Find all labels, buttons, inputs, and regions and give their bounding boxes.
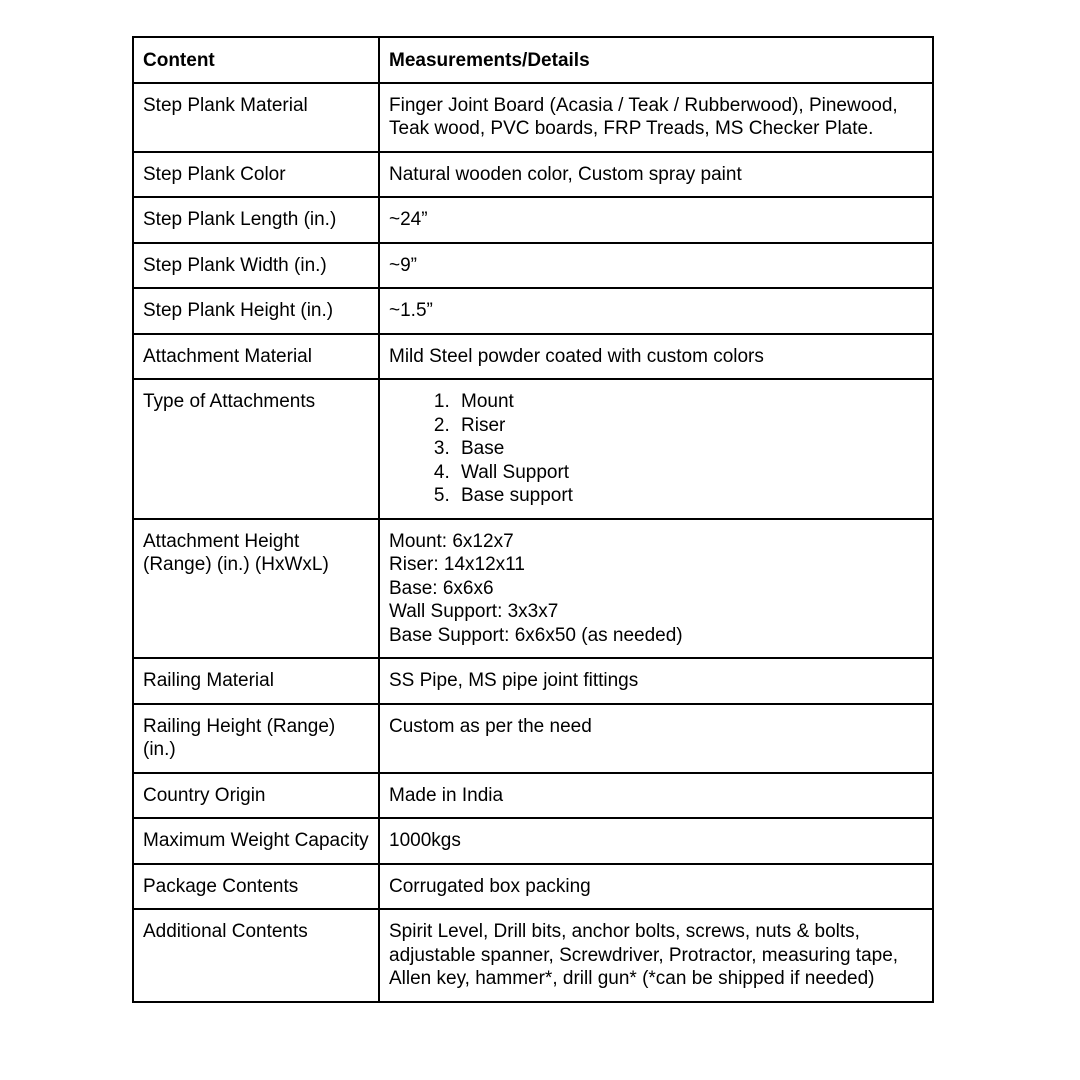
table-row [133, 704, 933, 773]
list-item: 2. Riser [455, 414, 923, 438]
list-item: 3. Base [455, 437, 923, 461]
row-value: Finger Joint Board (Acasia / Teak / Rubberwood), Pinewood, Teak wood, PVC boards, FRP Treads, MS Checker Plate. [379, 83, 933, 152]
table-row [133, 197, 933, 243]
table-row [133, 288, 933, 334]
row-value: Custom as per the need [379, 704, 933, 773]
row-value: ~1.5” [379, 288, 933, 334]
row-label: Railing Height (Range) (in.) [133, 704, 379, 773]
header-row [133, 37, 933, 83]
row-value: Spirit Level, Drill bits, anchor bolts, screws, nuts & bolts, adjustable spanner, Screwdriver, Protractor, measuring tape, Allen key, hammer*, drill gun* (*can be shipped if needed) [379, 909, 933, 1002]
row-label: Maximum Weight Capacity [133, 818, 379, 864]
row-label: Country Origin [133, 773, 379, 819]
dimension-line: Base Support: 6x6x50 (as needed) [389, 624, 683, 646]
table-row [133, 379, 933, 519]
table-row [133, 909, 933, 1002]
row-label: Step Plank Height (in.) [133, 288, 379, 334]
table-row [133, 243, 933, 289]
table-row [133, 152, 933, 198]
table-row [133, 864, 933, 910]
row-value: 1000kgs [379, 818, 933, 864]
dimension-line: Mount: 6x12x7 [389, 530, 514, 552]
dimension-line: Wall Support: 3x3x7 [389, 601, 559, 622]
table-row [133, 658, 933, 704]
row-value [379, 519, 933, 659]
row-value: SS Pipe, MS pipe joint fittings [379, 658, 933, 704]
table-row [133, 334, 933, 380]
attachment-types-list [389, 390, 923, 508]
row-value: Natural wooden color, Custom spray paint [379, 152, 933, 198]
row-value: Mild Steel powder coated with custom colors [379, 334, 933, 380]
header-measurements-details: Measurements/Details [379, 37, 933, 83]
row-value: ~9” [379, 243, 933, 289]
specifications-table [132, 36, 934, 1003]
row-label: Step Plank Color [133, 152, 379, 198]
row-label: Package Contents [133, 864, 379, 910]
dimension-line: Riser: 14x12x11 [389, 554, 525, 575]
list-item: 4. Wall Support [455, 461, 923, 485]
row-value: ~24” [379, 197, 933, 243]
row-label: Step Plank Width (in.) [133, 243, 379, 289]
row-label: Additional Contents [133, 909, 379, 1002]
row-value: Corrugated box packing [379, 864, 933, 910]
table-row [133, 773, 933, 819]
list-item: 1. Mount [455, 390, 923, 414]
header-content: Content [133, 37, 379, 83]
row-label: Railing Material [133, 658, 379, 704]
row-label: Attachment Material [133, 334, 379, 380]
row-label: Step Plank Material [133, 83, 379, 152]
row-label: Type of Attachments [133, 379, 379, 519]
list-item: 5. Base support [455, 484, 923, 508]
row-label: Step Plank Length (in.) [133, 197, 379, 243]
row-label: Attachment Height (Range) (in.) (HxWxL) [133, 519, 379, 659]
table-row [133, 818, 933, 864]
row-value [379, 379, 933, 519]
row-value: Made in India [379, 773, 933, 819]
table-row [133, 519, 933, 659]
dimension-line: Base: 6x6x6 [389, 577, 494, 599]
table-row [133, 83, 933, 152]
